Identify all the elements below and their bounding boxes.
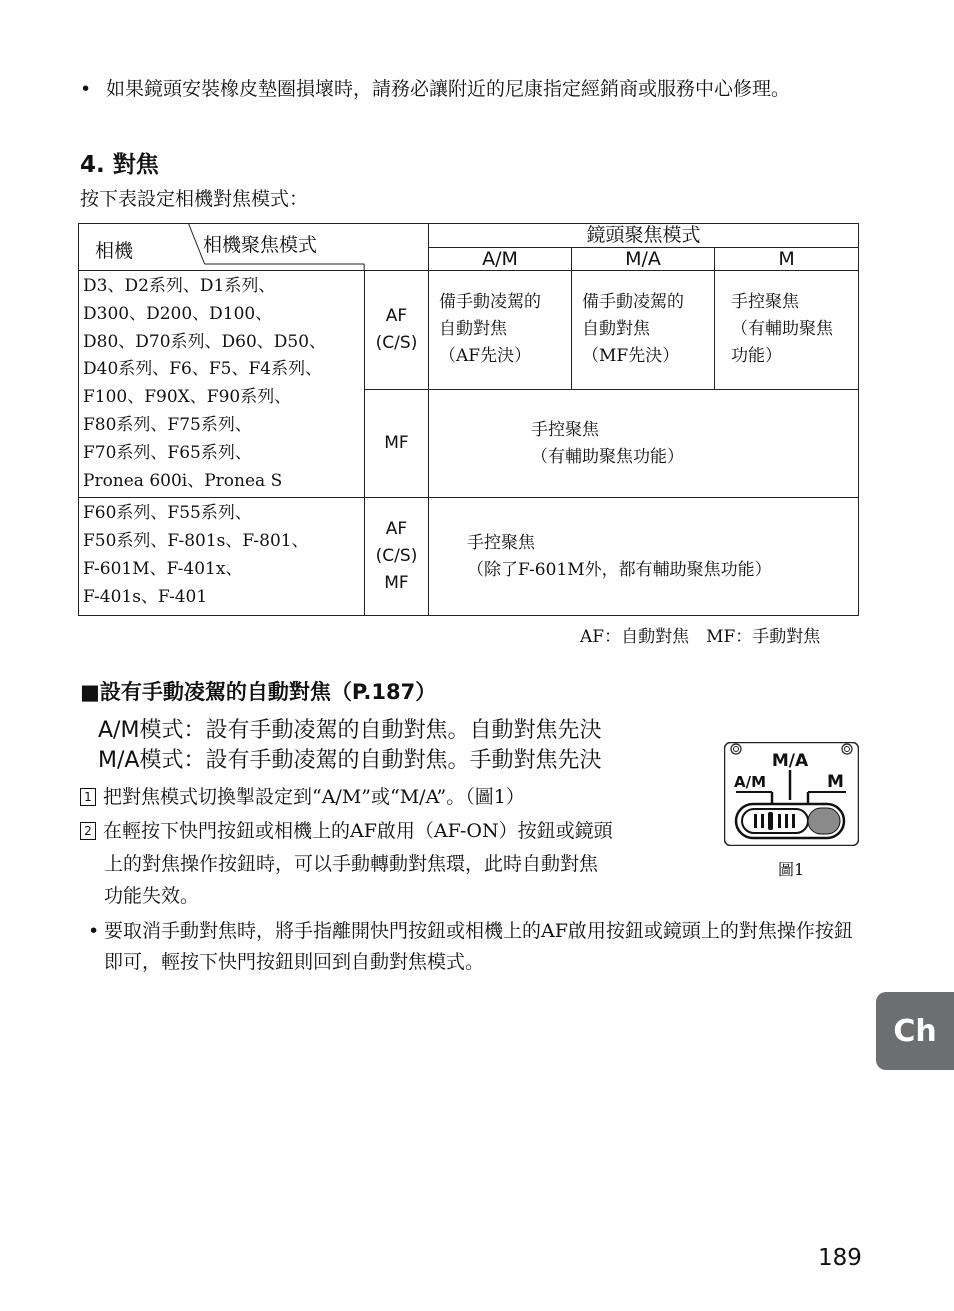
top-bullet: [80, 74, 870, 105]
cell-line: 手控聚焦: [467, 532, 535, 553]
cell-line: 功能）: [731, 346, 782, 367]
step-2-line-2: 上的對焦操作按鈕時，可以手動轉動對焦環，此時自動對焦: [104, 853, 599, 875]
header-camera-mode: 相機聚焦模式: [203, 234, 318, 256]
camera-line: F80系列、F75系列、: [83, 414, 252, 435]
camera-line: D3、D2系列、D1系列、: [83, 276, 276, 296]
bullet-marker: •: [80, 78, 92, 100]
step-1: [80, 782, 710, 813]
camera-group-1: [79, 271, 365, 498]
cell-af-m: [715, 271, 859, 390]
step-number: 2: [80, 822, 96, 840]
step-text: 在輕按下快門按鈕或相機上的AF啟用（AF-ON）按鈕或鏡頭: [103, 820, 613, 842]
camera-line: F-401s、F-401: [83, 586, 208, 607]
cell-line: 自動對焦: [582, 319, 650, 340]
step-text: 把對焦模式切換掣設定到“A/M”或“M/A”。（圖1）: [103, 786, 525, 808]
cell-line: 備手動凌駕的: [439, 292, 541, 313]
focus-switch-figure: [724, 742, 859, 846]
label-ma: M/A: [771, 751, 809, 771]
camera-mode-af: [365, 271, 429, 390]
label-m: M: [827, 772, 844, 792]
camera-line: F100、F90X、F90系列、: [83, 387, 292, 408]
am-mode-line: A/M模式：設有手動凌駕的自動對焦。自動對焦先決: [98, 718, 602, 743]
mode-label: AF: [385, 305, 408, 326]
cell-af-am: [429, 271, 572, 390]
lens-mode-ma: M/A: [572, 248, 715, 271]
lens-mode-am: A/M: [429, 248, 572, 271]
step-2-line-3: 功能失效。: [104, 885, 200, 907]
camera-mode-all: [365, 498, 429, 616]
cell-line: （AF先決）: [439, 346, 532, 367]
mode-label: (C/S): [375, 332, 418, 353]
table-header-corner: [79, 224, 429, 271]
step-2: [80, 816, 710, 847]
cell-group2: [429, 498, 859, 616]
note-marker: •: [88, 920, 100, 942]
cell-line: 手控聚焦: [531, 419, 599, 440]
cell-line: （MF先決）: [582, 346, 680, 367]
camera-group-2: [79, 498, 365, 616]
camera-line: F60系列、F55系列、: [83, 503, 252, 524]
camera-mode-mf: MF: [365, 389, 429, 498]
page-number: 189: [818, 1245, 862, 1271]
header-camera: 相機: [95, 240, 134, 262]
camera-line: D80、D70系列、D60、D50、: [83, 331, 327, 352]
camera-line: F70系列、F65系列、: [83, 442, 252, 463]
section-title: 4. 對焦: [80, 152, 159, 178]
focus-mode-table: [78, 223, 859, 616]
camera-line: Pronea 600i、Pronea S: [83, 470, 283, 491]
cell-line: （有輔助聚焦功能）: [531, 446, 684, 467]
ma-mode-line: M/A模式：設有手動凌駕的自動對焦。手動對焦先決: [98, 748, 602, 773]
camera-line: F50系列、F-801s、F-801、: [83, 531, 309, 552]
cancel-note: [88, 916, 868, 978]
override-heading: ■設有手動凌駕的自動對焦（P.187）: [80, 680, 437, 704]
camera-line: F-601M、F-401x、: [83, 558, 243, 579]
table-legend: AF：自動對焦 MF：手動對焦: [580, 627, 821, 647]
lens-mode-m: M: [715, 248, 859, 271]
cell-line: 自動對焦: [439, 319, 507, 340]
camera-line: D300、D200、D100、: [83, 303, 273, 324]
chapter-tab: Ch: [876, 992, 954, 1070]
figure-caption: 圖1: [778, 860, 805, 879]
mode-label: MF: [384, 573, 409, 594]
note-text: 要取消手動對焦時，將手指離開快門按鈕或相機上的AF啟用按鈕或鏡頭上的對焦操作按鈕即可，輕按下快門按鈕則回到自動對焦模式。: [104, 920, 853, 973]
cell-line: （除了F-601M外，都有輔助聚焦功能）: [467, 559, 772, 580]
mode-label: (C/S): [375, 546, 418, 567]
label-am: A/M: [734, 773, 767, 791]
header-lens-mode: 鏡頭聚焦模式: [429, 224, 859, 248]
mode-label: AF: [385, 519, 408, 540]
focus-switch-illustration: [724, 742, 859, 846]
cell-mf: [429, 389, 859, 498]
bullet-text: 如果鏡頭安裝橡皮墊圈損壞時，請務必讓附近的尼康指定經銷商或服務中心修理。: [106, 78, 791, 100]
step-number: 1: [80, 788, 96, 806]
section-intro: 按下表設定相機對焦模式：: [80, 188, 309, 210]
cell-line: 備手動凌駕的: [582, 292, 684, 313]
cell-line: 手控聚焦: [731, 292, 799, 313]
cell-af-ma: [572, 271, 715, 390]
cell-line: （有輔助聚焦: [731, 319, 833, 340]
camera-line: D40系列、F6、F5、F4系列、: [83, 359, 323, 380]
